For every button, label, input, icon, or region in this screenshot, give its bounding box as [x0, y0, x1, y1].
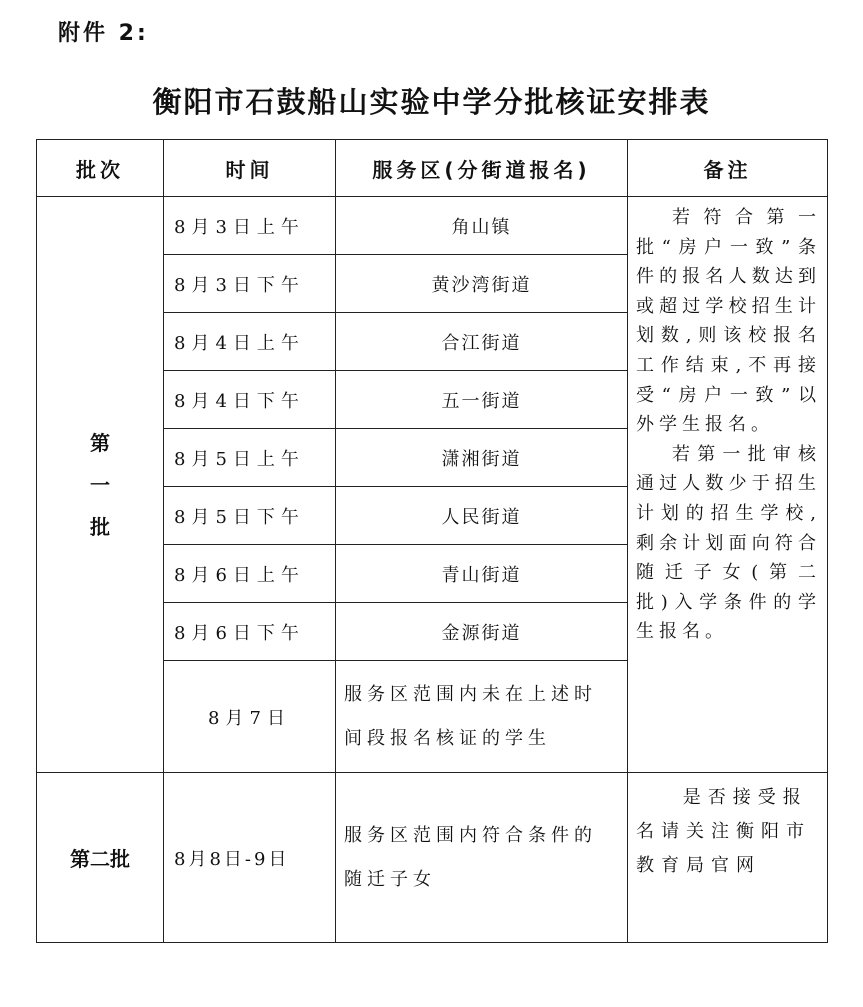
- header-area: 服务区(分街道报名): [336, 140, 628, 197]
- document-title: 衡阳市石鼓船山实验中学分批核证安排表: [152, 85, 711, 119]
- area-cell: 黄沙湾街道: [336, 255, 628, 313]
- batch-one-label: [37, 197, 164, 773]
- time-cell: 8月4日下午: [164, 371, 336, 429]
- header-note: 备注: [628, 140, 828, 197]
- time-cell: 8月7日: [164, 661, 336, 773]
- batch-one-char: 批: [90, 514, 110, 539]
- note-paragraph: 是否接受报名请关注衡阳市教育局官网: [636, 787, 811, 876]
- area-cell: 角山镇: [336, 197, 628, 255]
- table-row: [37, 773, 828, 943]
- time-cell: 8月5日下午: [164, 487, 336, 545]
- header-row: [37, 140, 828, 197]
- batch-one-char: 第: [90, 430, 110, 455]
- table-row: [37, 197, 828, 255]
- batch-one-char: 一: [90, 472, 110, 497]
- area-cell: 人民街道: [336, 487, 628, 545]
- header-time: 时间: [164, 140, 336, 197]
- area-cell: 服务区范围内符合条件的随迁子女: [336, 773, 628, 943]
- time-cell: 8月6日下午: [164, 603, 336, 661]
- time-cell: 8月8日-9日: [164, 773, 336, 943]
- schedule-table: [36, 139, 828, 943]
- area-cell: 潇湘街道: [336, 429, 628, 487]
- batch-two-note: [628, 773, 828, 943]
- area-cell: 青山街道: [336, 545, 628, 603]
- time-cell: 8月3日下午: [164, 255, 336, 313]
- area-cell: 五一街道: [336, 371, 628, 429]
- time-cell: 8月6日上午: [164, 545, 336, 603]
- time-cell: 8月3日上午: [164, 197, 336, 255]
- note-paragraph: 若符合第一批“房户一致”条件的报名人数达到或超过学校招生计划数,则该校报名工作结束,不再接受“房户一致”以外学生报名。: [636, 207, 821, 436]
- batch-two-label: 第二批: [37, 773, 164, 943]
- batch-one-note: [628, 197, 828, 773]
- attachment-label: 附件 2:: [58, 21, 149, 46]
- note-paragraph: 若第一批审核通过人数少于招生计划的招生学校,剩余计划面向符合随迁子女(第二批)入学条件的学生报名。: [636, 443, 821, 643]
- time-cell: 8月4日上午: [164, 313, 336, 371]
- area-cell: 合江街道: [336, 313, 628, 371]
- area-cell: 金源街道: [336, 603, 628, 661]
- header-batch: 批次: [37, 140, 164, 197]
- time-cell: 8月5日上午: [164, 429, 336, 487]
- area-cell: 服务区范围内未在上述时间段报名核证的学生: [336, 661, 628, 773]
